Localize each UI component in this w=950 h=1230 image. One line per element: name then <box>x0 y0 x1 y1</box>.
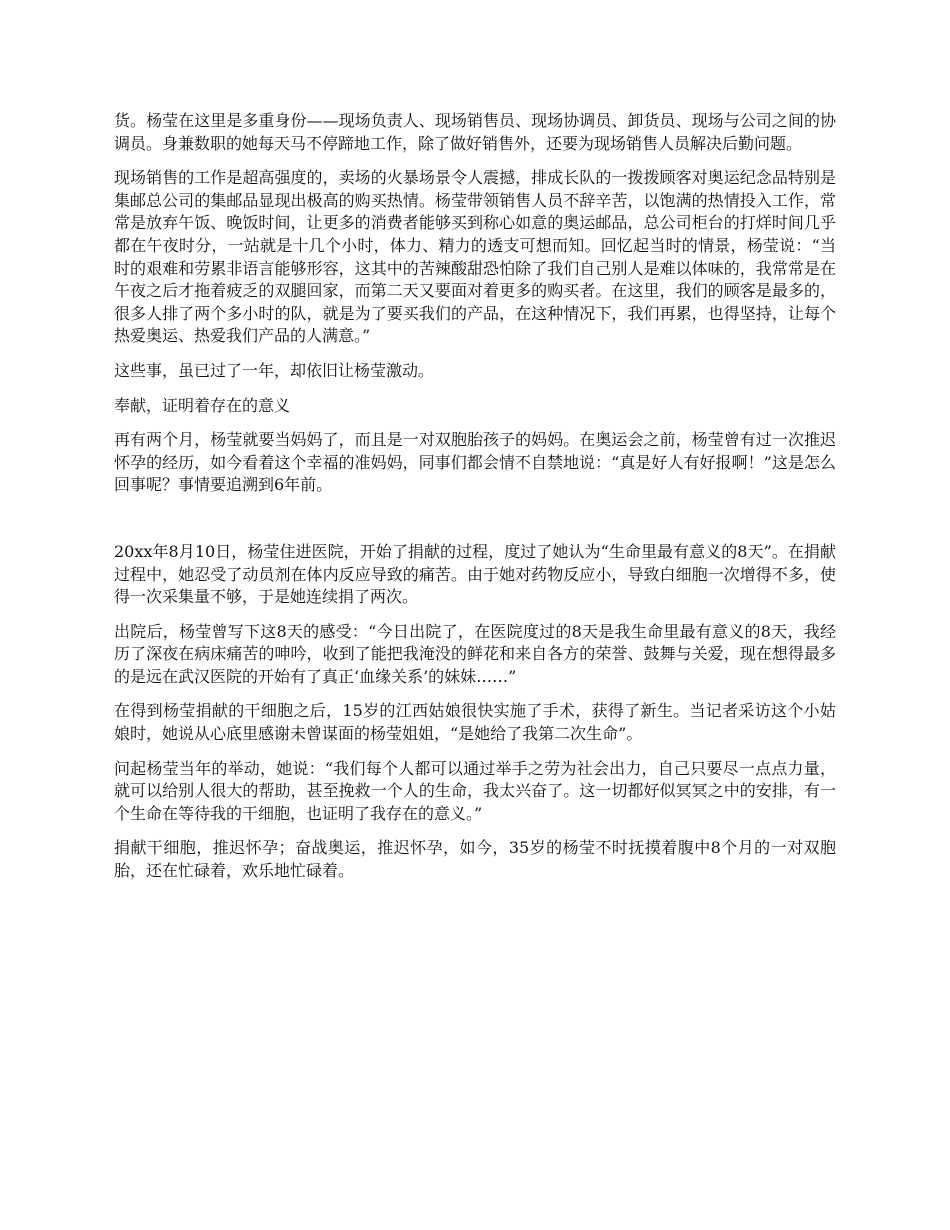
paragraph-9: 捐献干细胞，推迟怀孕；奋战奥运，推迟怀孕，如今，35岁的杨莹不时抚摸着腹中8个月的一对双胞胎，还在忙碌着，欢乐地忙碌着。 <box>114 838 836 881</box>
document-page <box>114 110 836 895</box>
paragraph-3: 这些事，虽已过了一年，却依旧让杨莹激动。 <box>114 360 435 380</box>
paragraph-1: 货。杨莹在这里是多重身份——现场负责人、现场销售员、现场协调员、卸货员、现场与公司之间的协调员。身兼数职的她每天马不停蹄地工作，除了做好销售外，还要为现场销售人员解决后勤问题。 <box>114 111 836 153</box>
paragraph-5: 20xx年8月10日，杨莹住进医院，开始了捐献的过程，度过了她认为“生命里最有意义的8天”。在捐献过程中，她忍受了动员剂在体内反应导致的痛苦。由于她对药物反应小，导致白细胞一次增得不多，使得一次采集量不够，于是她连续捐了两次。 <box>114 541 836 607</box>
paragraph-4: 再有两个月，杨莹就要当妈妈了，而且是一对双胞胎孩子的妈妈。在奥运会之前，杨莹曾有过一次推迟怀孕的经历，如今看着这个幸福的准妈妈，同事们都会情不自禁地说：“真是好人有好报啊！”这是怎么回事呢？事情要追溯到6年前。 <box>114 430 836 495</box>
paragraph-2: 现场销售的工作是超高强度的，卖场的火暴场景令人震撼，排成长队的一拨拨顾客对奥运纪念品特别是集邮总公司的集邮品显现出极高的购买热情。杨莹带领销售人员不辞辛苦，以饱满的热情投入工作，常常是放弃午饭、晚饭时间，让更多的消费者能够买到称心如意的奥运邮品，总公司柜台的打烊时间几乎都在午夜时分，一站就是十几个小时，体力、精力的透支可想而知。回忆起当时的情景，杨莹说：“当时的艰难和劳累非语言能够形容，这其中的苦辣酸甜恐怕除了我们自己别人是难以体味的，我常常是在午夜之后才拖着疲乏的双腿回家，而第二天又要面对着更多的购买者。在这里，我们的顾客是最多的，很多人排了两个多小时的队，就是为了要买我们的产品，在这种情况下，我们再累，也得坚持，让每个热爱奥运、热爱我们产品的人满意。” <box>114 168 836 346</box>
paragraph-7: 在得到杨莹捐献的干细胞之后，15岁的江西姑娘很快实施了手术，获得了新生。当记者采访这个小姑娘时，她说从心底里感谢未曾谋面的杨莹姐姐，“是她给了我第二次生命”。 <box>114 701 836 744</box>
paragraph-8: 问起杨莹当年的举动，她说：“我们每个人都可以通过举手之劳为社会出力，自己只要尽一点点力量，就可以给别人很大的帮助，甚至挽救一个人的生命，我太兴奋了。这一切都好似冥冥之中的安排，有一个生命在等待我的干细胞，也证明了我存在的意义。” <box>114 758 836 823</box>
paragraph-6: 出院后，杨莹曾写下这8天的感受：“今日出院了，在医院度过的8天是我生命里最有意义的8天，我经历了深夜在病床痛苦的呻吟，收到了能把我淹没的鲜花和来自各方的荣誉、鼓舞与关爱，现在想得最多的是远在武汉医院的开始有了真正‘血缘关系’的妹妹……” <box>114 621 836 686</box>
section-heading: 奉献，证明着存在的意义 <box>114 395 291 415</box>
